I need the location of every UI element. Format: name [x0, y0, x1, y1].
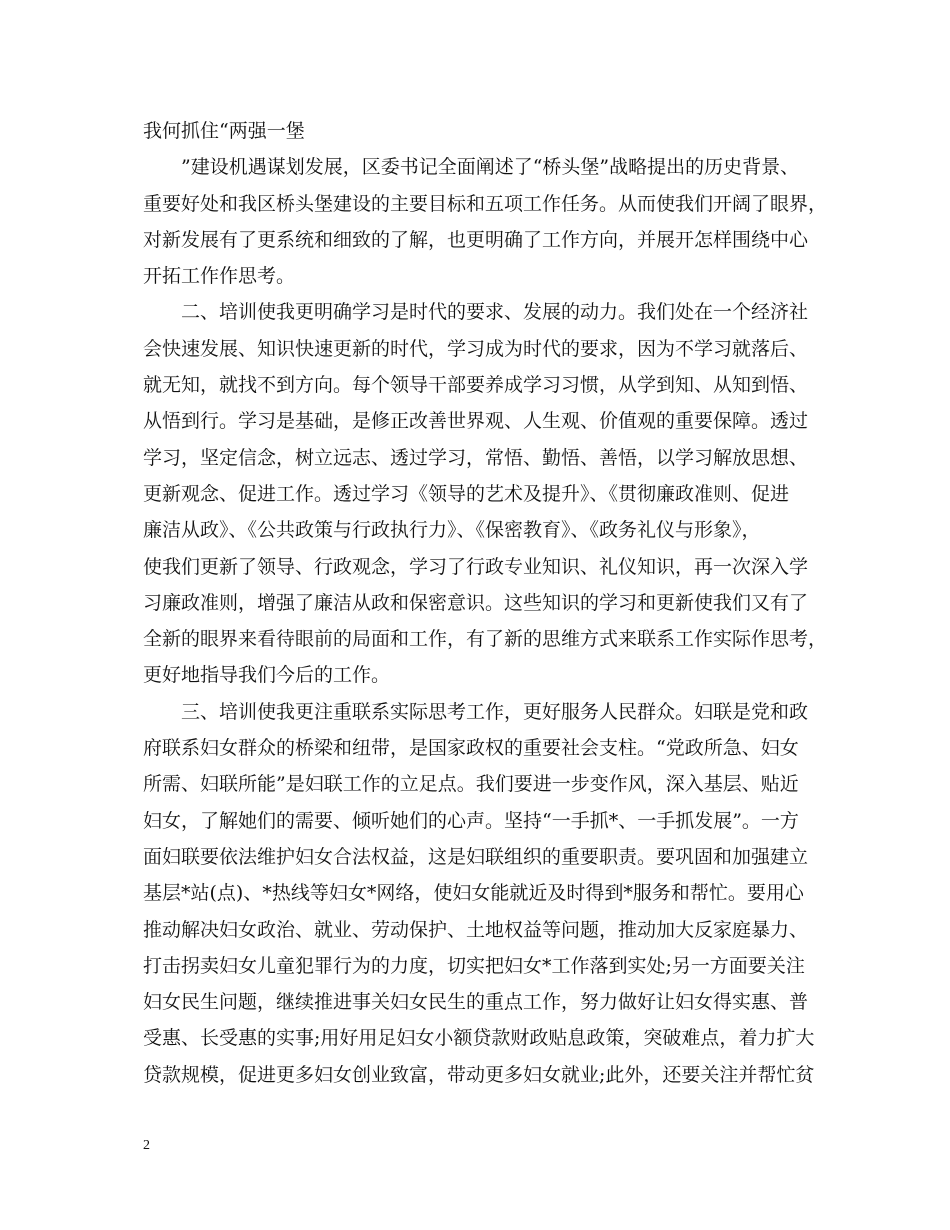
text-line: 我何抓住“两强一堡 [143, 120, 305, 142]
text-line: 三、培训使我更注重联系实际思考工作，更好服务人民群众。妇联是党和政 [181, 700, 809, 723]
text-line: 二、培训使我更明确学习是时代的要求、发展的动力。我们处在一个经济社 [181, 301, 809, 324]
text-line: 更好地指导我们今后的工作。 [143, 664, 391, 687]
text-line: 全新的眼界来看待眼前的局面和工作，有了新的思维方式来联系工作实际作思考， [143, 628, 828, 651]
text-line: 学习，坚定信念，树立远志、透过学习，常悟、勤悟、善悟，以学习解放思想、 [143, 446, 809, 469]
text-line: 打击拐卖妇女儿童犯罪行为的力度，切实把妇女*工作落到实处;另一方面要关注 [143, 954, 805, 977]
text-line: 妇女，了解她们的需要、倾听她们的心声。坚持“一手抓*、一手抓发展”。一方 [143, 809, 799, 832]
text-line: 廉洁从政》、《公共政策与行政执行力》、《保密教育》、《政务礼仪与形象》， [143, 519, 761, 542]
body-text [143, 113, 828, 1093]
text-line: 妇女民生问题，继续推进事关妇女民生的重点工作，努力做好让妇女得实惠、普 [143, 991, 809, 1014]
text-line: 会快速发展、知识快速更新的时代，学习成为时代的要求，因为不学习就落后、 [143, 337, 809, 360]
text-line: 重要好处和我区桥头堡建设的主要目标和五项工作任务。从而使我们开阔了眼界， [143, 192, 828, 215]
text-line: 对新发展有了更系统和细致的了解，也更明确了工作方向，并展开怎样围绕中心 [143, 228, 809, 251]
text-line: 府联系妇女群众的桥梁和纽带，是国家政权的重要社会支柱。“党政所急、妇女 [143, 737, 799, 760]
text-line: 推动解决妇女政治、就业、劳动保护、土地权益等问题，推动加大反家庭暴力、 [143, 918, 809, 941]
text-line: 从悟到行。学习是基础，是修正改善世界观、人生观、价值观的重要保障。透过 [143, 410, 809, 433]
text-line: 贷款规模，促进更多妇女创业致富，带动更多妇女就业;此外，还要关注并帮忙贫 [143, 1063, 815, 1086]
text-line: ”建设机遇谋划发展，区委书记全面阐述了“桥头堡”战略提出的历史背景、 [181, 156, 800, 179]
text-line: 基层*站(点)、*热线等妇女*网络，使妇女能就近及时得到*服务和帮忙。要用心 [143, 882, 804, 905]
text-line: 面妇联要依法维护妇女合法权益，这是妇联组织的重要职责。要巩固和加强建立 [143, 845, 809, 868]
text-line: 开拓工作作思考。 [143, 265, 296, 288]
page-number: 2 [143, 1138, 150, 1153]
text-line: 就无知，就找不到方向。每个领导干部要养成学习习惯，从学到知、从知到悟、 [143, 374, 809, 397]
text-line: 习廉政准则，增强了廉洁从政和保密意识。这些知识的学习和更新使我们又有了 [143, 591, 809, 614]
text-line: 更新观念、促进工作。透过学习《领导的艺术及提升》、《贯彻廉政准则、促进 [143, 482, 790, 505]
text-line: 所需、妇联所能”是妇联工作的立足点。我们要进一步变作风，深入基层、贴近 [143, 773, 799, 796]
text-line: 使我们更新了领导、行政观念，学习了行政专业知识、礼仪知识，再一次深入学 [143, 555, 809, 578]
text-line: 受惠、长受惠的实事;用好用足妇女小额贷款财政贴息政策，突破难点，着力扩大 [143, 1027, 815, 1050]
